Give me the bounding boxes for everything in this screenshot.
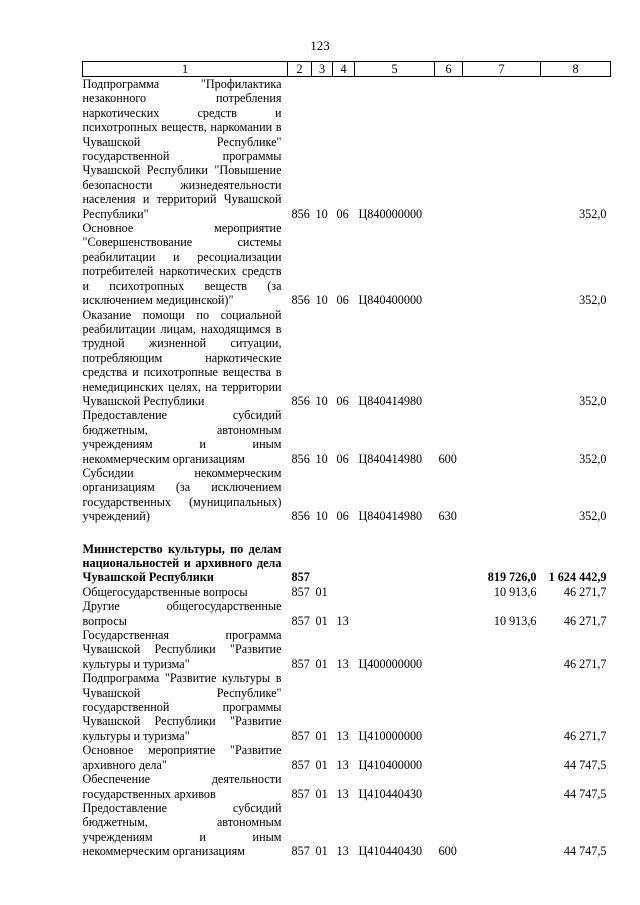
table-row <box>83 628 611 671</box>
subsection-code-cell: 13 <box>336 757 349 772</box>
row-name-cell: Оказание помощи по социальной реабилитации лицам, находящимся в трудной жизненной ситуации, потребляющим наркотические средства и психотропные вещества в немедицинских целях, на территории Чувашской Республики <box>82 307 282 408</box>
row-name-cell: Предоставление субсидий бюджетным, автономным учреждениям и иным некоммерческим организациям <box>82 408 282 466</box>
row-name-cell: Общегосударственные вопросы <box>82 584 248 599</box>
subsection-code-cell: 13 <box>336 786 349 801</box>
amount-change-cell <box>463 221 541 307</box>
subsection-code-cell: 13 <box>336 844 349 859</box>
ministry-code-cell: 856 <box>291 206 310 221</box>
table-row <box>83 408 611 466</box>
row-name-cell: Подпрограмма "Развитие культуры в Чувашской Республике" государственной программы Чувашской Республики "Развитие культуры и туризма" <box>82 671 282 743</box>
row-name-cell: Обеспечение деятельности государственных архивов <box>82 772 282 801</box>
ministry-code-cell: 857 <box>291 757 310 772</box>
ministry-code-cell: 856 <box>291 393 310 408</box>
column-header: 6 <box>435 62 463 77</box>
table-row <box>83 308 611 409</box>
amount-change-cell: 819 726,0 <box>487 570 537 585</box>
table-row <box>83 221 611 307</box>
expense-type-cell <box>435 772 463 801</box>
table-row <box>83 801 611 859</box>
target-article-cell: Ц840400000 <box>358 293 423 308</box>
section-code-cell: 01 <box>315 757 328 772</box>
expense-type-cell <box>435 77 463 222</box>
expense-type-cell <box>435 743 463 772</box>
amount-change-cell <box>463 308 541 409</box>
amount-change-cell <box>463 801 541 859</box>
amount-total-cell: 46 271,7 <box>563 728 607 743</box>
page-number: 123 <box>310 38 330 53</box>
column-header: 8 <box>541 62 611 77</box>
ministry-code-cell: 856 <box>291 293 310 308</box>
expense-type-cell <box>435 628 463 671</box>
expense-type-cell: 600 <box>438 844 457 859</box>
ministry-code-cell: 857 <box>291 786 310 801</box>
amount-total-cell: 44 747,5 <box>563 757 607 772</box>
table-row <box>83 542 611 585</box>
target-article-cell: Ц840414980 <box>358 509 423 524</box>
subsection-code-cell: 13 <box>336 728 349 743</box>
subsection-code-cell: 06 <box>336 293 349 308</box>
amount-total-cell: 44 747,5 <box>563 844 607 859</box>
subsection-code-cell <box>333 542 355 585</box>
subsection-code-cell: 06 <box>336 206 349 221</box>
target-article-cell <box>355 599 435 628</box>
amount-change-cell <box>463 772 541 801</box>
amount-total-cell: 352,0 <box>579 393 607 408</box>
amount-total-cell: 46 271,7 <box>563 613 607 628</box>
section-code-cell: 01 <box>315 656 328 671</box>
expense-type-cell <box>435 542 463 585</box>
section-code-cell: 10 <box>315 393 328 408</box>
row-name-cell: Подпрограмма "Профилактика незаконного потребления наркотических средств и психотропных веществ, наркомании в Чувашской Республике" государственной программы Чувашской Республики "Повышение безопасности жизнедеятельности населения и территорий Чувашской Республики" <box>82 77 282 221</box>
subsection-code-cell: 06 <box>336 451 349 466</box>
row-name-cell: Основное мероприятие "Совершенствование системы реабилитации и ресоциализации потребителей наркотических средств и психотропных веществ (за исключением медицинской)" <box>82 221 282 308</box>
row-name-cell: Основное мероприятие "Развитие архивного дела" <box>82 743 282 772</box>
amount-total-cell: 1 624 442,9 <box>548 570 607 585</box>
target-article-cell: Ц410440430 <box>358 844 423 859</box>
amount-change-cell <box>463 408 541 466</box>
budget-table <box>82 61 611 859</box>
amount-total-cell: 352,0 <box>579 293 607 308</box>
amount-change-cell: 10 913,6 <box>493 613 537 628</box>
section-code-cell: 01 <box>315 786 328 801</box>
expense-type-cell <box>435 221 463 307</box>
amount-change-cell <box>463 671 541 743</box>
row-name-cell: Предоставление субсидий бюджетным, автономным учреждениям и иным некоммерческим организациям <box>82 800 282 859</box>
expense-type-cell <box>435 599 463 628</box>
expense-type-cell: 630 <box>438 509 457 524</box>
expense-type-cell <box>435 308 463 409</box>
amount-total-cell: 352,0 <box>579 451 607 466</box>
target-article-cell <box>355 542 435 585</box>
section-code-cell: 01 <box>315 844 328 859</box>
amount-total-cell: 46 271,7 <box>563 656 607 671</box>
amount-change-cell: 10 913,6 <box>493 584 537 599</box>
ministry-code-cell: 857 <box>291 728 310 743</box>
subsection-code-cell <box>333 585 355 599</box>
row-name-cell: Министерство культуры, по делам национальностей и архивного дела Чувашской Республики <box>82 541 282 585</box>
ministry-code-cell: 857 <box>291 844 310 859</box>
column-header: 1 <box>83 62 288 77</box>
row-name-cell: Другие общегосударственные вопросы <box>82 599 282 628</box>
column-header: 5 <box>355 62 435 77</box>
ministry-code-cell: 857 <box>291 584 310 599</box>
column-header: 3 <box>312 62 333 77</box>
ministry-code-cell: 857 <box>291 613 310 628</box>
ministry-code-cell: 856 <box>291 509 310 524</box>
section-code-cell: 10 <box>315 451 328 466</box>
section-code-cell: 10 <box>315 509 328 524</box>
target-article-cell: Ц410440430 <box>358 786 423 801</box>
target-article-cell: Ц840414980 <box>358 451 423 466</box>
table-row <box>83 743 611 772</box>
row-name-cell: Субсидии некоммерческим организациям (за исключением государственных (муниципальных) учреждений) <box>82 465 282 524</box>
ministry-code-cell: 857 <box>291 656 310 671</box>
row-name-cell: Государственная программа Чувашской Республики "Развитие культуры и туризма" <box>82 628 282 671</box>
section-code-cell: 10 <box>315 293 328 308</box>
table-row <box>83 466 611 524</box>
column-header: 2 <box>288 62 312 77</box>
target-article-cell: Ц840414980 <box>358 393 423 408</box>
ministry-code-cell: 856 <box>291 451 310 466</box>
table-row <box>83 671 611 743</box>
expense-type-cell: 600 <box>438 451 457 466</box>
table-row <box>83 772 611 801</box>
column-header: 7 <box>463 62 541 77</box>
section-code-cell: 01 <box>315 584 328 599</box>
expense-type-cell <box>435 585 463 599</box>
column-header: 4 <box>333 62 355 77</box>
column-number-header-row <box>83 62 611 77</box>
subsection-code-cell: 06 <box>336 509 349 524</box>
amount-total-cell: 44 747,5 <box>563 786 607 801</box>
section-code-cell <box>312 542 333 585</box>
amount-change-cell <box>463 743 541 772</box>
target-article-cell: Ц410000000 <box>358 728 423 743</box>
amount-change-cell <box>463 466 541 524</box>
amount-change-cell <box>463 628 541 671</box>
section-code-cell: 01 <box>315 728 328 743</box>
section-code-cell: 10 <box>315 206 328 221</box>
target-article-cell <box>355 585 435 599</box>
target-article-cell: Ц840000000 <box>358 206 423 221</box>
subsection-code-cell: 13 <box>336 656 349 671</box>
expense-type-cell <box>435 671 463 743</box>
table-row <box>83 599 611 628</box>
amount-total-cell: 46 271,7 <box>563 584 607 599</box>
section-code-cell: 01 <box>315 613 328 628</box>
subsection-code-cell: 13 <box>336 613 349 628</box>
table-row <box>83 585 611 599</box>
table-row <box>83 77 611 222</box>
target-article-cell: Ц400000000 <box>358 656 423 671</box>
amount-change-cell <box>463 77 541 222</box>
spacer-cell <box>83 524 611 542</box>
ministry-code-cell: 857 <box>291 570 310 585</box>
amount-total-cell: 352,0 <box>579 206 607 221</box>
target-article-cell: Ц410400000 <box>358 757 423 772</box>
subsection-code-cell: 06 <box>336 393 349 408</box>
amount-total-cell: 352,0 <box>579 509 607 524</box>
spacer-row <box>83 524 611 542</box>
